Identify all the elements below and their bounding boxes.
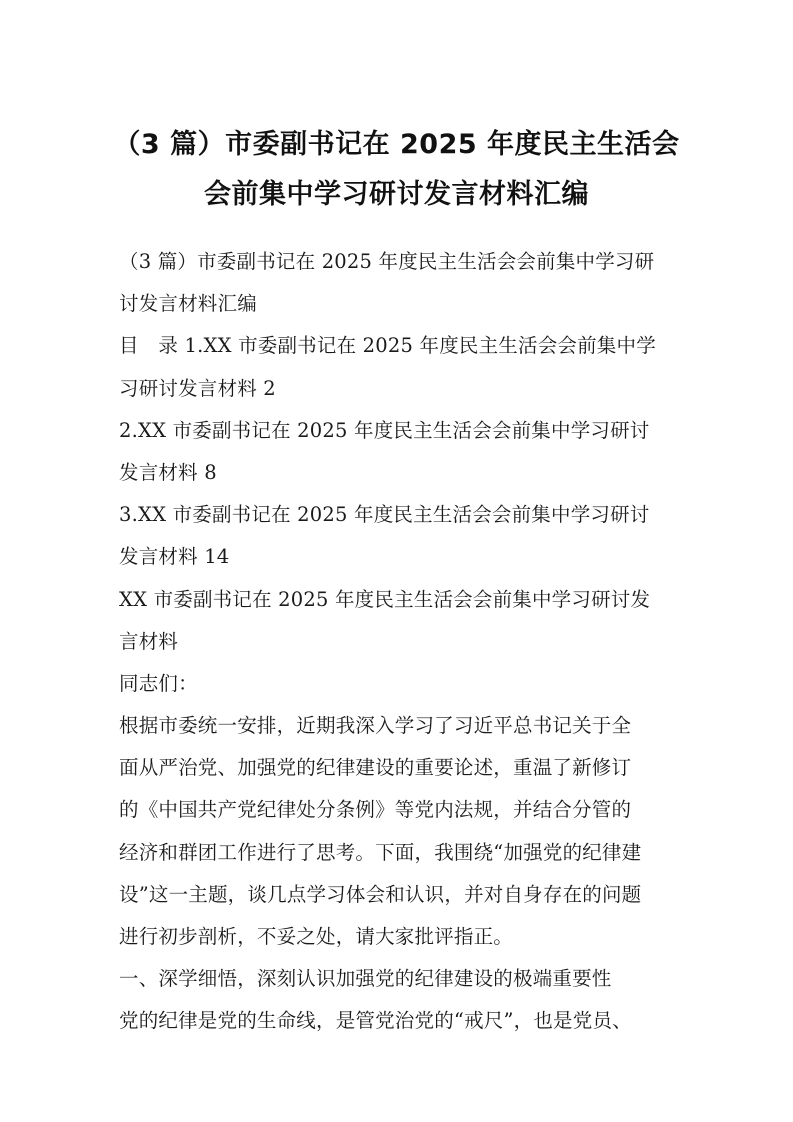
body-line: 面从严治党、加强党的纪律建设的重要论述，重温了新修订	[119, 756, 632, 780]
subheading: 一、深学细悟，深刻认识加强党的纪律建设的极端重要性	[119, 967, 612, 991]
body-line: 进行初步剖析，不妥之处，请大家批评指正。	[119, 925, 514, 948]
body-line: 设”这一主题，谈几点学习体会和认识，并对自身存在的问题	[119, 882, 642, 906]
toc-entry: 习研讨发言材料 2	[119, 376, 276, 400]
body-line: 的《中国共产党纪律处分条例》等党内法规，并结合分管的	[119, 798, 632, 822]
toc-entry: 发言材料 8	[119, 460, 217, 484]
document-title-line-2: 会前集中学习研讨发言材料汇编	[204, 179, 589, 210]
body-line: 根据市委统一安排，近期我深入学习了习近平总书记关于全	[119, 714, 632, 738]
document-title-line-1: （3 篇）市委副书记在 2025 年度民主生活会	[113, 129, 680, 160]
body-line: 经济和群团工作进行了思考。下面，我围绕“加强党的纪律建	[119, 840, 642, 864]
toc-entry: 目 录 1.XX 市委副书记在 2025 年度民主生活会会前集中学	[119, 334, 656, 358]
section-heading: 言材料	[119, 629, 179, 653]
toc-entry: 3.XX 市委副书记在 2025 年度民主生活会会前集中学习研讨	[119, 503, 650, 527]
body-line: （3 篇）市委副书记在 2025 年度民主生活会会前集中学习研	[119, 250, 655, 273]
salutation: 同志们：	[119, 671, 198, 695]
toc-entry: 发言材料 14	[119, 545, 230, 569]
toc-entry: 2.XX 市委副书记在 2025 年度民主生活会会前集中学习研讨	[119, 418, 650, 442]
section-heading: XX 市委副书记在 2025 年度民主生活会会前集中学习研讨发	[119, 587, 651, 611]
document-body	[119, 241, 679, 1043]
body-line: 党的纪律是党的生命线，是管党治党的“戒尺”，也是党员、	[119, 1009, 632, 1033]
body-line: 讨发言材料汇编	[119, 292, 257, 316]
